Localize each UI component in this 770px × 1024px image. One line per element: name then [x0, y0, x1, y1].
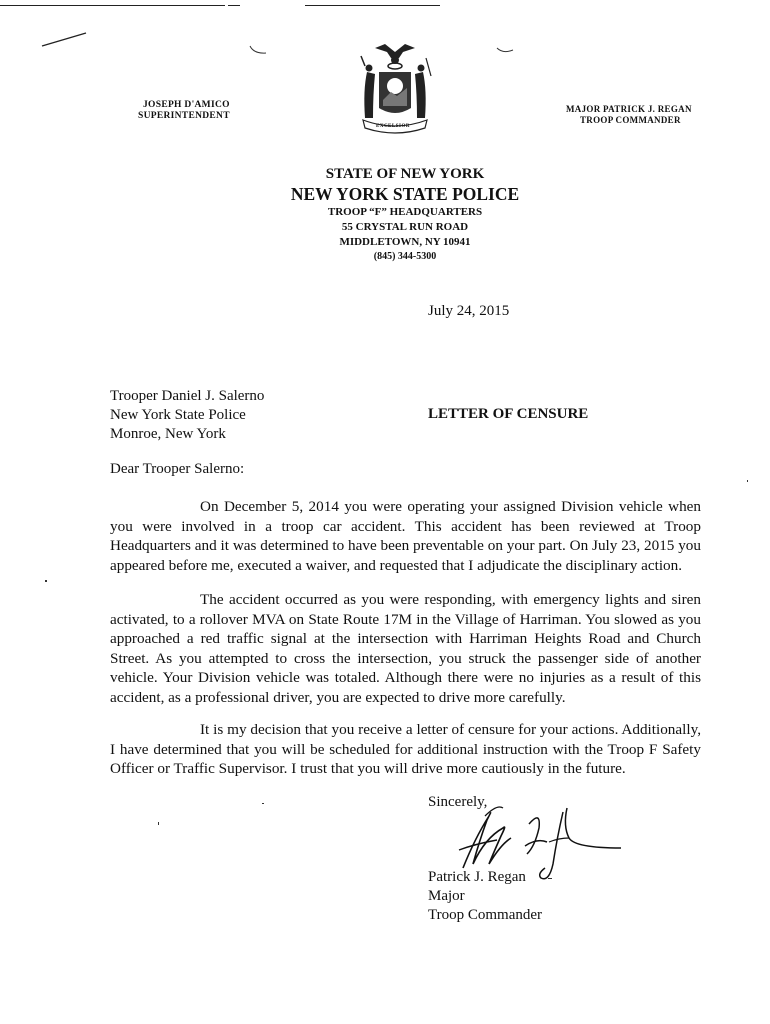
state-name: STATE OF NEW YORK	[325, 166, 485, 182]
state-seal-icon	[345, 38, 445, 138]
commander-title: TROOP COMMANDER	[580, 115, 681, 125]
pen-mark	[40, 30, 90, 50]
paragraph-2: The accident occurred as you were responding, with emergency lights and siren activated, to a rollover MVA on State Route 17M in the Village of Harriman. You slowed as you approached a red traffic signal at the intersection with Harriman Heights Road and Church Street. As you attempted to cross the intersection, you struck the passenger side of another vehicle. Your Division vehicle was totaled. Although there were no injuries as a result of this accident, as a professional driver, you are expected to drive more carefully.	[110, 591, 701, 706]
seal-motto: EXCELSIOR	[376, 124, 410, 129]
subject-heading: LETTER OF CENSURE	[428, 406, 589, 422]
office-name: TROOP “F” HEADQUARTERS	[327, 206, 483, 218]
recipient-location: Monroe, New York	[110, 426, 226, 442]
scan-speck	[262, 803, 264, 804]
scan-speck	[45, 580, 47, 582]
signer-title: Troop Commander	[428, 907, 543, 923]
commander-name: MAJOR PATRICK J. REGAN	[566, 104, 692, 114]
scan-speck	[747, 480, 748, 482]
recipient-agency: New York State Police	[110, 407, 246, 423]
scan-line-left	[0, 5, 225, 6]
signer-name: Patrick J. Regan	[428, 869, 526, 885]
tick-mark-right	[495, 44, 517, 58]
letter-date: July 24, 2015	[428, 303, 510, 319]
agency-name: NEW YORK STATE POLICE	[290, 184, 520, 204]
superintendent-title: SUPERINTENDENT	[138, 111, 230, 121]
street-address: 55 CRYSTAL RUN ROAD	[341, 221, 469, 233]
scan-speck	[548, 878, 552, 879]
phone-number: (845) 344-5300	[373, 251, 437, 262]
salutation: Dear Trooper Salerno:	[110, 461, 245, 477]
scan-line-right	[305, 5, 440, 6]
scan-speck	[158, 822, 159, 825]
paragraph-3: It is my decision that you receive a letter of censure for your actions. Additionally, I have determined that you will be scheduled for additional instruction with the Troop F Safety Officer or Traffic Supervisor. I trust that you will drive more cautiously in the future.	[110, 721, 701, 777]
superintendent-name: JOSEPH D'AMICO	[143, 100, 230, 110]
signer-rank: Major	[428, 888, 465, 904]
city-address: MIDDLETOWN, NY 10941	[339, 236, 471, 248]
recipient-name: Trooper Daniel J. Salerno	[110, 388, 265, 404]
tick-mark-left	[248, 44, 270, 58]
sign-off: Sincerely,	[428, 794, 488, 810]
paragraph-1: On December 5, 2014 you were operating your assigned Division vehicle when you were involved in a troop car accident. This accident has been reviewed at Troop Headquarters and it was determined to have been preventable on your part. On July 23, 2015 you appeared before me, executed a waiver, and requested that I adjudicate the disciplinary action.	[110, 498, 701, 574]
scan-line-mid	[228, 5, 240, 6]
